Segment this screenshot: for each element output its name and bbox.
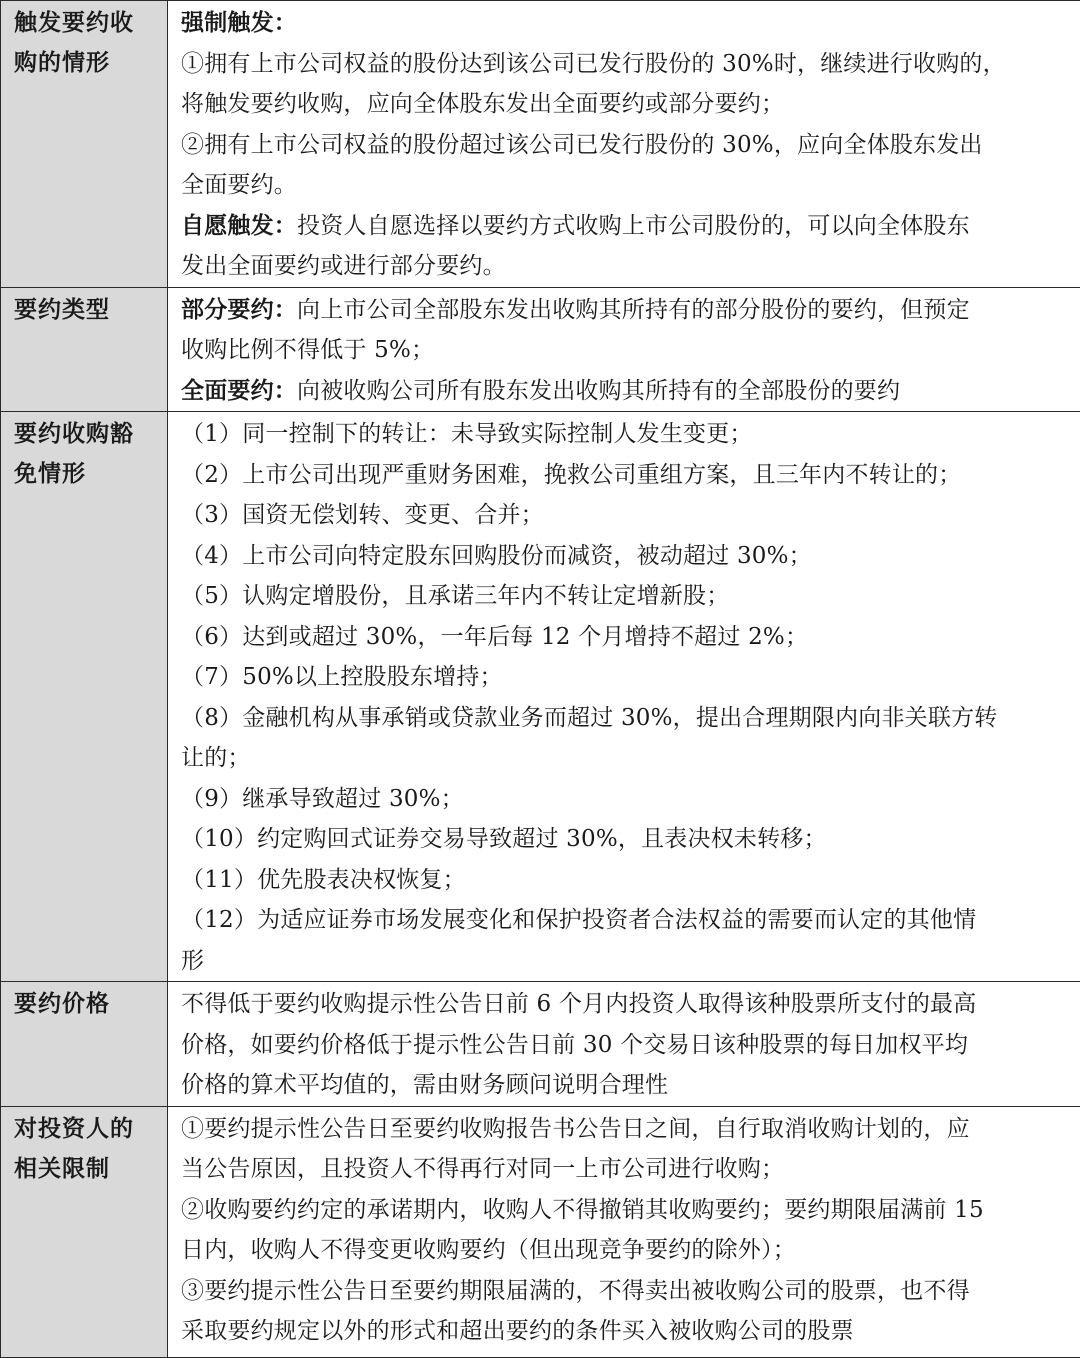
content-line [181, 984, 1070, 1025]
content-line [181, 900, 1070, 941]
bold-label: 全面要约： [181, 378, 297, 404]
content-line [181, 1230, 1070, 1271]
line-text: （8）金融机构从事承销或贷款业务而超过 30%，提出合理期限内向非关联方转 [181, 705, 997, 731]
line-text: 形 [181, 948, 204, 974]
table-row-investor-restrictions [1, 1106, 1080, 1357]
content-line [181, 330, 1070, 371]
content-line [181, 414, 1070, 455]
line-text: （6）达到或超过 30%，一年后每 12 个月增持不超过 2%； [181, 624, 808, 650]
content-line [181, 536, 1070, 577]
content-line [181, 617, 1070, 658]
line-text: 发出全面要约或进行部分要约。 [181, 253, 506, 279]
line-text: （7）50%以上控股股东增持； [181, 664, 503, 690]
row-content [168, 412, 1080, 982]
line-text: 当公告原因，且投资人不得再行对同一上市公司进行收购； [181, 1156, 784, 1182]
line-text: （1）同一控制下的转让：未导致实际控制人发生变更； [181, 421, 753, 447]
line-text: 价格，如要约价格低于提示性公告日前 30 个交易日该种股票的每日加权平均 [181, 1032, 968, 1058]
row-header-line: 购的情形 [14, 43, 161, 83]
line-text: （3）国资无偿划转、变更、合并； [181, 502, 544, 528]
row-header-line: 要约收购豁 [14, 414, 161, 454]
line-text: （11）优先股表决权恢复； [181, 867, 466, 893]
line-text: （4）上市公司向特定股东回购股份而减资，被动超过 30%； [181, 543, 812, 569]
row-content [168, 982, 1080, 1107]
line-text: 投资人自愿选择以要约方式收购上市公司股份的，可以向全体股东 [297, 213, 970, 239]
content-line [181, 246, 1070, 287]
row-header-line: 要约价格 [14, 984, 161, 1024]
content-line [181, 206, 1070, 247]
line-text: 向被收购公司所有股东发出收购其所持有的全部股份的要约 [297, 378, 900, 404]
row-content [168, 1106, 1080, 1357]
content-line [181, 1149, 1070, 1190]
content-line [181, 1271, 1070, 1312]
content-line [181, 455, 1070, 496]
line-text: 将触发要约收购，应向全体股东发出全面要约或部分要约； [181, 91, 784, 117]
line-text: ③要约提示性公告日至要约期限届满的，不得卖出被收购公司的股票，也不得 [181, 1278, 970, 1304]
row-header-line: 免情形 [14, 454, 161, 494]
content-line [181, 44, 1070, 85]
row-header-line: 触发要约收 [14, 3, 161, 43]
line-text: 日内，收购人不得变更收购要约（但出现竞争要约的除外）； [181, 1237, 796, 1263]
content-line [181, 125, 1070, 166]
content-line [181, 1190, 1070, 1231]
line-text: ②拥有上市公司权益的股份超过该公司已发行股份的 30%，应向全体股东发出 [181, 132, 983, 158]
line-text: （9）继承导致超过 30%； [181, 786, 464, 812]
row-header [1, 287, 168, 412]
content-line [181, 84, 1070, 125]
row-header-line: 相关限制 [14, 1149, 161, 1189]
table-row-trigger-conditions [1, 1, 1080, 288]
content-line [181, 495, 1070, 536]
line-text: 让的； [181, 745, 251, 771]
content-line [181, 1311, 1070, 1352]
line-text: 不得低于要约收购提示性公告日前 6 个月内投资人取得该种股票所支付的最高 [181, 991, 976, 1017]
line-text: （12）为适应证券市场发展变化和保护投资者合法权益的需要而认定的其他情 [181, 907, 976, 933]
row-header [1, 1, 168, 288]
content-line [181, 698, 1070, 739]
line-text: 全面要约。 [181, 172, 297, 198]
line-text: （2）上市公司出现严重财务困难，挽救公司重组方案，且三年内不转让的； [181, 462, 961, 488]
row-content [168, 1, 1080, 288]
content-line [181, 738, 1070, 779]
content-line [181, 819, 1070, 860]
row-header-line: 对投资人的 [14, 1109, 161, 1149]
table-row-offer-types [1, 287, 1080, 412]
table-row-exemptions [1, 412, 1080, 982]
table-row-offer-price [1, 982, 1080, 1107]
content-line [181, 371, 1070, 412]
line-text: 向上市公司全部股东发出收购其所持有的部分股份的要约，但预定 [297, 297, 970, 323]
content-line [181, 1025, 1070, 1066]
line-text: 价格的算术平均值的，需由财务顾问说明合理性 [181, 1072, 668, 1098]
content-line [181, 779, 1070, 820]
row-header [1, 412, 168, 982]
content-line [181, 860, 1070, 901]
row-content [168, 287, 1080, 412]
line-text: ①要约提示性公告日至要约收购报告书公告日之间，自行取消收购计划的，应 [181, 1116, 970, 1142]
bold-label: 强制触发： [181, 10, 297, 36]
content-line [181, 657, 1070, 698]
content-line [181, 165, 1070, 206]
row-header-line: 要约类型 [14, 290, 161, 330]
content-line [181, 290, 1070, 331]
content-line [181, 1109, 1070, 1150]
content-line [181, 1065, 1070, 1106]
row-header [1, 1106, 168, 1357]
line-text: ①拥有上市公司权益的股份达到该公司已发行股份的 30%时，继续进行收购的， [181, 51, 1006, 77]
content-line [181, 941, 1070, 982]
line-text: （10）约定购回式证券交易导致超过 30%，且表决权未转移； [181, 826, 827, 852]
line-text: 收购比例不得低于 5%； [181, 337, 434, 363]
content-line [181, 3, 1070, 44]
line-text: 采取要约规定以外的形式和超出要约的条件买入被收购公司的股票 [181, 1318, 854, 1344]
content-line [181, 576, 1070, 617]
line-text: ②收购要约约定的承诺期内，收购人不得撤销其收购要约；要约期限届满前 15 [181, 1197, 984, 1223]
row-header [1, 982, 168, 1107]
bold-label: 自愿触发： [181, 213, 297, 239]
bold-label: 部分要约： [181, 297, 297, 323]
table-body [1, 1, 1080, 1358]
line-text: （5）认购定增股份，且承诺三年内不转让定增新股； [181, 583, 729, 609]
